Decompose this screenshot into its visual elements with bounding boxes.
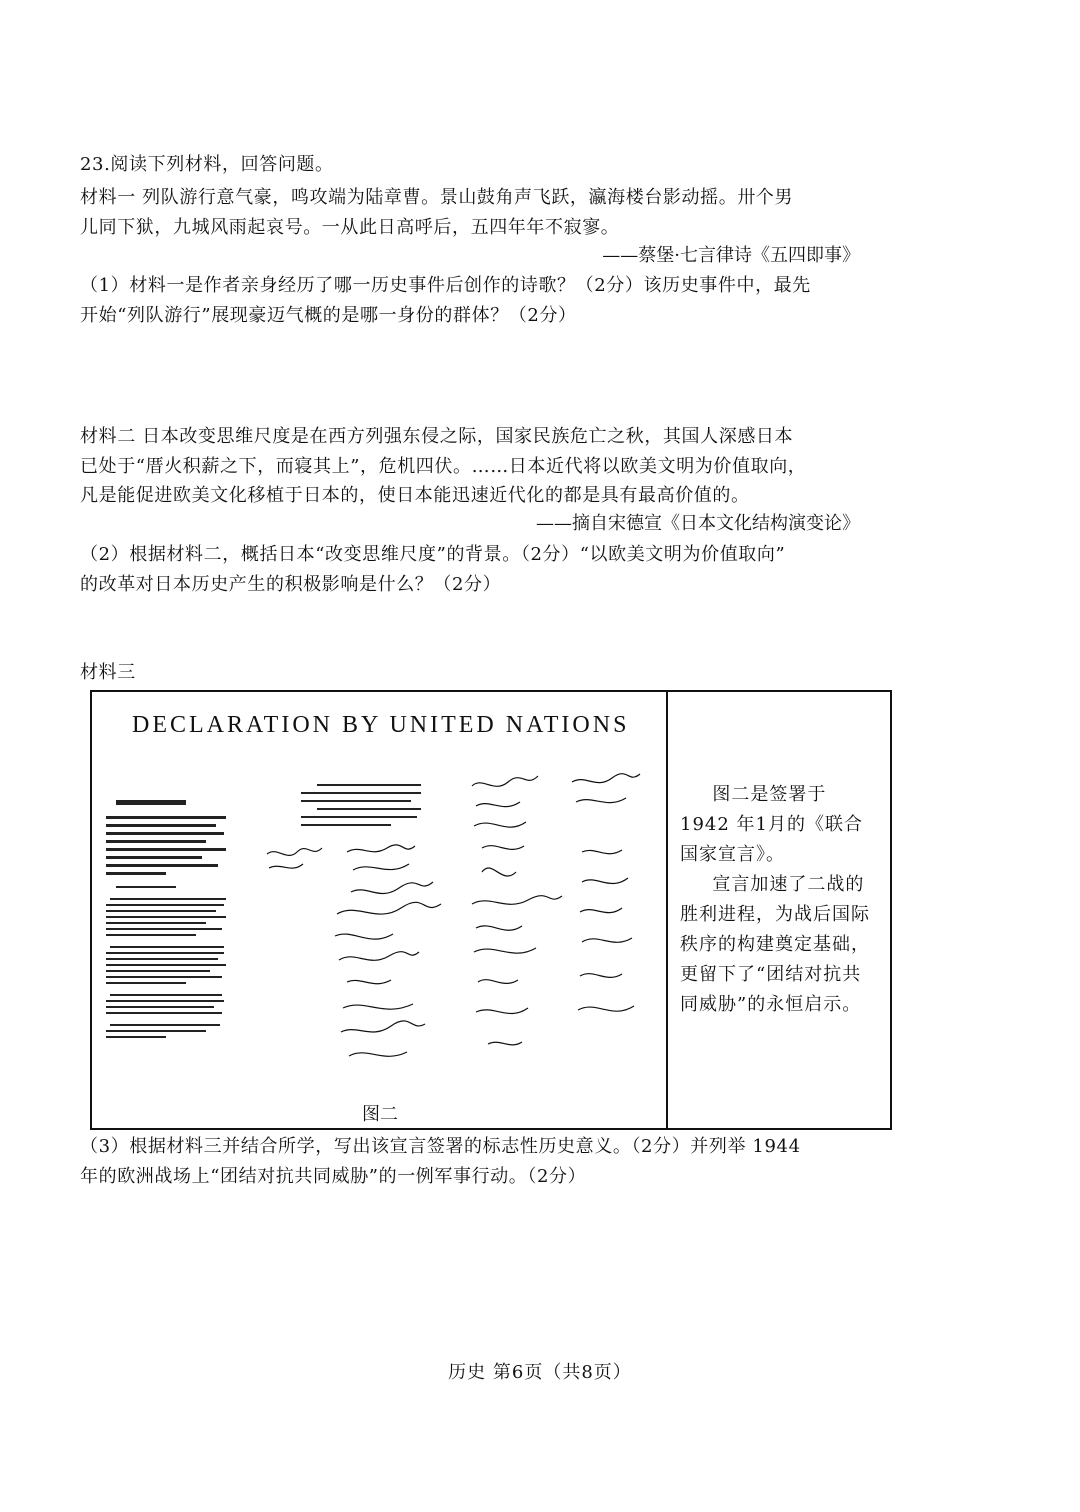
figure-divider bbox=[666, 692, 668, 1128]
figure-caption: 图二 bbox=[362, 1104, 398, 1125]
material2-source: ——摘自宋德宣《日本文化结构演变论》 bbox=[536, 513, 860, 534]
side-paragraph-1: 图二是签署于 1942 年1月的《联合国家宣言》。 bbox=[680, 784, 863, 865]
material1-line-2: 儿同下狱，九城风雨起哀号。一从此日高呼后，五四年年不寂寥。 bbox=[80, 217, 620, 238]
material3-label: 材料三 bbox=[80, 662, 136, 683]
q2-line-2: 的改革对日本历史产生的积极影响是什么？（2分） bbox=[80, 574, 502, 595]
material1-source: ——蔡堡·七言律诗《五四即事》 bbox=[602, 245, 860, 266]
q3-line-1: （3）根据材料三并结合所学，写出该宣言签署的标志性历史意义。（2分）并列举 1944 bbox=[80, 1136, 801, 1157]
side-paragraph-2: 宣言加速了二战的胜利进程，为战后国际秩序的构建奠定基础，更留下了“团结对抗共同威胁”的永恒启示。 bbox=[680, 874, 870, 1015]
q1-line-2: 开始“列队游行”展现豪迈气概的是哪一身份的群体？（2分） bbox=[80, 305, 577, 326]
q2-line-1: （2）根据材料二，概括日本“改变思维尺度”的背景。（2分）“以欧美文明为价值取向” bbox=[80, 544, 786, 565]
page-footer: 历史 第6页（共8页） bbox=[448, 1362, 632, 1383]
material1-line-1: 材料一 列队游行意气豪，鸣攻端为陆章曹。景山鼓角声飞跃，瀛海楼台影动摇。卅个男 bbox=[80, 187, 794, 208]
q1-line-1: （1）材料一是作者亲身经历了哪一历史事件后创作的诗歌？（2分）该历史事件中，最先 bbox=[80, 275, 811, 296]
signatures-middle bbox=[257, 842, 457, 1082]
material2-line-3: 凡是能促进欧美文化移植于日本的，使日本能迅速近代化的都是具有最高价值的。 bbox=[80, 485, 750, 506]
declaration-text-paragraph bbox=[297, 780, 427, 830]
signatures-right bbox=[462, 772, 662, 1092]
declaration-title: DECLARATION BY UNITED NATIONS bbox=[132, 712, 630, 738]
q3-line-2: 年的欧洲战场上“团结对抗共同威胁”的一例军事行动。（2分） bbox=[80, 1166, 587, 1187]
declaration-text-column bbox=[102, 792, 242, 1052]
material2-line-1: 材料二 日本改变思维尺度是在西方列强东侵之际，国家民族危亡之秋，其国人深感日本 bbox=[80, 426, 794, 447]
figure-side-text bbox=[680, 780, 880, 1020]
material3-figure bbox=[90, 690, 892, 1130]
question-title: 23.阅读下列材料，回答问题。 bbox=[80, 154, 334, 175]
material2-line-2: 已处于“厝火积薪之下，而寝其上”，危机四伏。……日本近代将以欧美文明为价值取向， bbox=[80, 456, 807, 477]
declaration-image bbox=[92, 692, 666, 1128]
